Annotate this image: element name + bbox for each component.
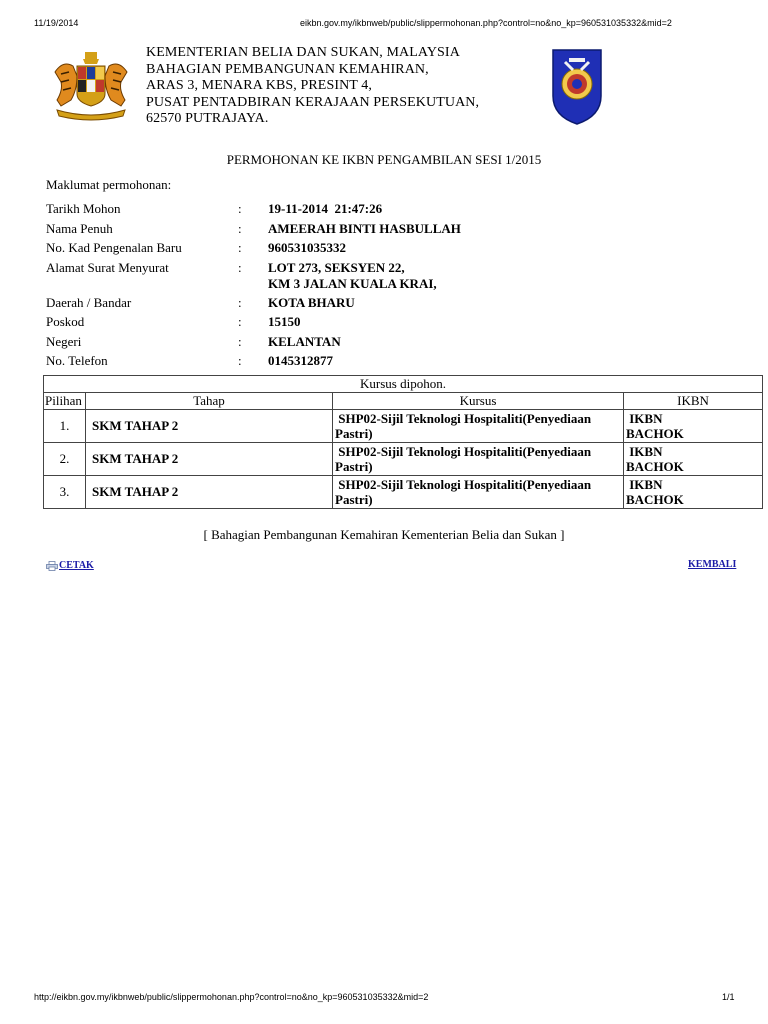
organization-address xyxy=(146,45,526,128)
info-separator: : xyxy=(238,240,242,255)
info-separator: : xyxy=(238,220,242,236)
cell-kursus xyxy=(333,476,624,509)
cell-ikbn xyxy=(624,443,763,476)
page-number: 1/1 xyxy=(722,992,735,1002)
org-line: 62570 PUTRAJAYA. xyxy=(146,111,269,126)
info-value: 960531035332 xyxy=(268,240,346,255)
cetak-label: CETAK xyxy=(59,560,94,571)
info-label: Tarikh Mohon xyxy=(46,201,121,216)
info-separator: : xyxy=(238,259,242,275)
table-row xyxy=(44,443,763,476)
info-value: 19-11-2014 21:47:26 xyxy=(268,201,383,216)
malaysia-crest-logo xyxy=(47,50,135,122)
ikbn-line: BACHOK xyxy=(626,492,684,507)
info-separator: : xyxy=(238,353,242,368)
info-separator: : xyxy=(238,314,242,329)
cell-pilihan: 3. xyxy=(44,476,86,509)
cell-pilihan: 1. xyxy=(44,410,86,443)
info-row-alamat xyxy=(46,260,746,295)
info-row-negeri xyxy=(46,334,746,354)
footer-note: [ Bahagian Pembangunan Kemahiran Kementerian Belia dan Sukan ] xyxy=(203,527,565,542)
org-line: ARAS 3, MENARA KBS, PRESINT 4, xyxy=(146,78,373,93)
column-header-kursus: Kursus xyxy=(333,393,624,410)
column-header-tahap: Tahap xyxy=(86,393,333,410)
kursus-line: SHP02-Sijil Teknologi Hospitaliti(Penyediaan xyxy=(335,411,592,426)
info-value: KELANTAN xyxy=(268,333,341,349)
info-heading: Maklumat permohonan: xyxy=(46,177,172,192)
kursus-line: Pastri) xyxy=(335,426,373,441)
cell-tahap: SKM TAHAP 2 xyxy=(86,443,333,476)
print-url: eikbn.gov.my/ikbnweb/public/slippermohonan.php?control=no&no_kp=960531035332&mid=2 xyxy=(300,18,672,28)
print-date: 11/19/2014 xyxy=(34,18,79,28)
ikbn-line: IKBN xyxy=(626,477,663,492)
info-row-nama-penuh xyxy=(46,221,746,241)
info-label: Negeri xyxy=(46,333,82,349)
cell-pilihan: 2. xyxy=(44,443,86,476)
org-line: KEMENTERIAN BELIA DAN SUKAN, MALAYSIA xyxy=(146,45,460,60)
info-label: Poskod xyxy=(46,314,85,329)
cell-tahap: SKM TAHAP 2 xyxy=(86,476,333,509)
cell-kursus xyxy=(333,443,624,476)
address-line: KM 3 JALAN KUALA KRAI, xyxy=(268,275,437,291)
document-title: PERMOHONAN KE IKBN PENGAMBILAN SESI 1/2015 xyxy=(226,152,542,167)
org-line: BAHAGIAN PEMBANGUNAN KEMAHIRAN, xyxy=(146,61,429,77)
cell-tahap: SKM TAHAP 2 xyxy=(86,410,333,443)
info-value: KOTA BHARU xyxy=(268,294,355,310)
info-row-daerah xyxy=(46,295,746,315)
print-header xyxy=(0,18,768,32)
info-row-poskod xyxy=(46,314,746,334)
column-header-pilihan: Pilihan xyxy=(44,393,86,410)
kursus-line: Pastri) xyxy=(335,459,373,474)
kursus-line: SHP02-Sijil Teknologi Hospitaliti(Penyediaan xyxy=(335,444,592,459)
kembali-link[interactable]: KEMBALI xyxy=(688,559,737,570)
info-value-address xyxy=(268,260,437,292)
kursus-line: Pastri) xyxy=(335,492,373,507)
ikbn-line: IKBN xyxy=(626,411,663,426)
table-row xyxy=(44,476,763,509)
info-label: Daerah / Bandar xyxy=(46,294,132,310)
info-label: No. Telefon xyxy=(46,353,108,368)
info-separator: : xyxy=(238,201,242,216)
info-row-tarikh-mohon xyxy=(46,201,746,221)
info-value: 0145312877 xyxy=(268,353,333,368)
ikbn-logo xyxy=(551,48,603,126)
cetak-link[interactable] xyxy=(46,560,94,571)
info-separator: : xyxy=(238,333,242,349)
kursus-line: SHP02-Sijil Teknologi Hospitaliti(Penyediaan xyxy=(335,477,592,492)
address-line: LOT 273, SEKSYEN 22, xyxy=(268,259,405,275)
org-line: PUSAT PENTADBIRAN KERAJAAN PERSEKUTUAN, xyxy=(146,94,480,110)
print-footer xyxy=(0,992,768,1006)
info-value: AMEERAH BINTI HASBULLAH xyxy=(268,220,461,236)
info-label: Alamat Surat Menyurat xyxy=(46,259,169,275)
ikbn-line: BACHOK xyxy=(626,459,684,474)
table-caption: Kursus dipohon. xyxy=(44,376,763,393)
info-label: Nama Penuh xyxy=(46,220,113,236)
table-header-row xyxy=(44,393,763,410)
info-value: 15150 xyxy=(268,314,301,329)
info-separator: : xyxy=(238,294,242,310)
column-header-ikbn: IKBN xyxy=(624,393,763,410)
print-footer-url: http://eikbn.gov.my/ikbnweb/public/slippermohonan.php?control=no&no_kp=960531035332&mid=2 xyxy=(34,992,429,1002)
ikbn-line: IKBN xyxy=(626,444,663,459)
applicant-info xyxy=(46,201,746,373)
ikbn-line: BACHOK xyxy=(626,426,684,441)
table-row xyxy=(44,410,763,443)
cell-kursus xyxy=(333,410,624,443)
printer-icon xyxy=(46,561,58,571)
info-row-telefon xyxy=(46,353,746,373)
cell-ikbn xyxy=(624,410,763,443)
courses-table xyxy=(43,375,763,509)
cell-ikbn xyxy=(624,476,763,509)
info-label: No. Kad Pengenalan Baru xyxy=(46,240,182,255)
info-row-no-kp xyxy=(46,240,746,260)
